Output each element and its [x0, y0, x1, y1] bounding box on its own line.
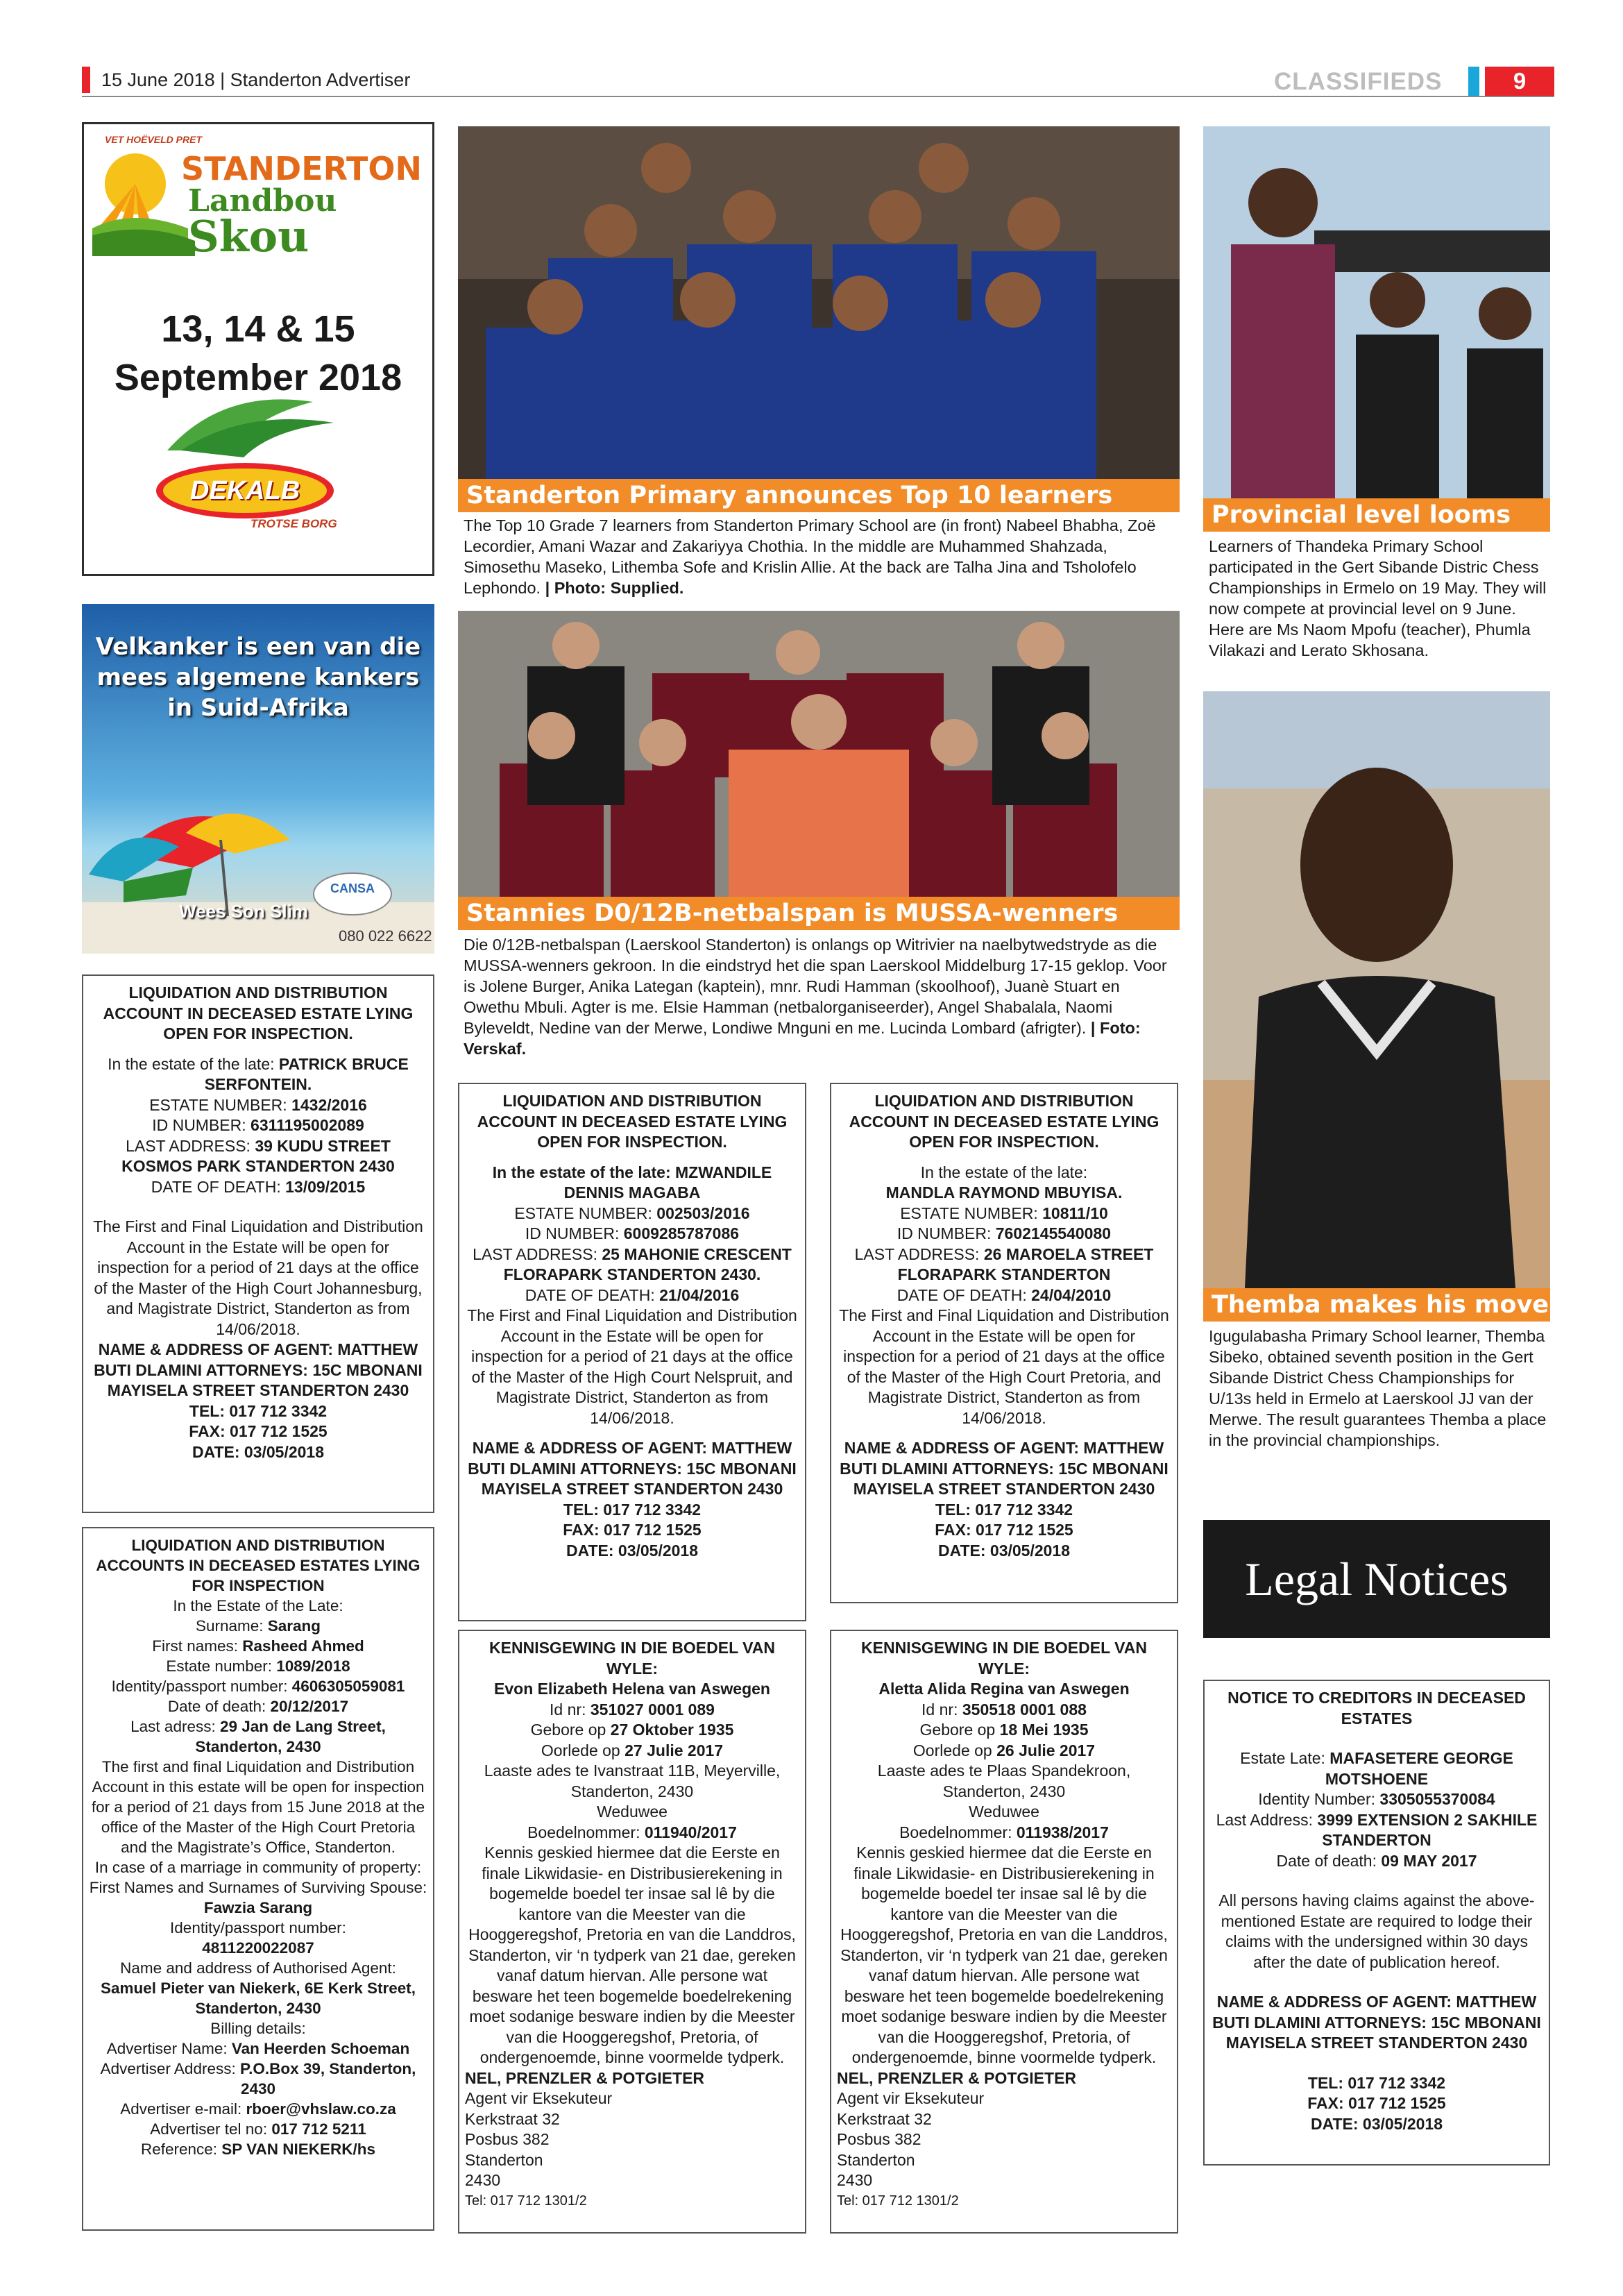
notice-value: 26 Julie 2017 [996, 1741, 1096, 1759]
notice-id-number [465, 1224, 799, 1244]
notice-born [465, 1720, 799, 1741]
notice-name: Evon Elizabeth Helena van Aswegen [494, 1680, 770, 1698]
notice-tel: Tel: 017 712 1301/2 [837, 2193, 959, 2209]
notice-addr-line: Posbus 382 [837, 2130, 921, 2148]
notice-title: LIQUIDATION AND DISTRIBUTION ACCOUNT IN DECEASED ESTATE LYING OPEN FOR INSPECTION. [849, 1092, 1159, 1151]
legal-notices-header: Legal Notices [1203, 1520, 1550, 1638]
notice-addr-line: Agent vir Eksekuteur [465, 2089, 613, 2107]
notice-value: 6009285787086 [623, 1224, 740, 1242]
story-provincial-title: Provincial level looms [1203, 498, 1550, 532]
notice-label: DATE OF DEATH: [897, 1285, 1032, 1304]
story-themba-caption: Igugulabasha Primary School learner, Themba Sibeko, obtained seventh position in the Gert Sibande District Chess Championships for U/13s held in Ermelo at Laerskool JJ van der Merwe. The result guarantees Themba a place in the provincial championships. [1209, 1327, 1547, 1449]
notice-label: Oorlede op [912, 1741, 997, 1759]
notice-firm: NEL, PRENZLER & POTGIETER [837, 2068, 1077, 2087]
show-name-2: Landbou [188, 183, 337, 219]
notice-label: Oorlede op [541, 1741, 625, 1759]
notice-label: Boedelnommer: [527, 1823, 645, 1841]
notice-estate [89, 1054, 427, 1095]
notice-date: DATE: 03/05/2018 [566, 1541, 699, 1560]
photo-provincial-image [1203, 126, 1550, 498]
notice-label: ID NUMBER: [152, 1116, 251, 1134]
notice-addr-line: 2430 [465, 2171, 501, 2189]
notice-body: Kennis geskied hiermee dat die Eerste en finale Likwidasie- en Distribusierekening in bogemelde boedel ter insae sal lê by die kantore van die Meester van die Hooggeregshof, Pretoria en van die Landdros, Standerton, vir ‘n tydperk van 21 dae, gereken vanaf datum hiervan. Alle persone wat besware het teen bogemelde boedelrekening moet sodanige besware indien by die Meester van die Hooggeregshof, Pretoria, of ondergenoemde, binne voormelde tydperk. [468, 1843, 796, 2066]
notice-addr-line: Kerkstraat 32 [837, 2109, 932, 2128]
cansa-logo: CANSA [330, 881, 375, 895]
notice-addr-line: Agent vir Eksekuteur [837, 2089, 985, 2107]
notice-title: NOTICE TO CREDITORS IN DECEASED ESTATES [1227, 1689, 1526, 1728]
notice-label: Date of death: [167, 1698, 271, 1715]
photo-provincial [1203, 126, 1550, 498]
notice-status: Weduwee [597, 1803, 668, 1821]
story-primary-title: Standerton Primary announces Top 10 learners [458, 479, 1180, 512]
notice-died [465, 1741, 799, 1762]
notice-label: In the estate of the late: [108, 1054, 279, 1073]
notice-addr-line: Posbus 382 [465, 2130, 550, 2148]
notice-fax: FAX: 017 712 1525 [563, 1521, 702, 1539]
notice-label: Id nr: [550, 1700, 590, 1719]
notice-addr-line: Standerton [465, 2150, 543, 2169]
notice-label: Surname: [195, 1617, 268, 1635]
header-section: CLASSIFIEDS [1274, 68, 1443, 95]
show-advert [82, 122, 434, 576]
photo-themba-image [1203, 691, 1550, 1288]
notice-label: First Names and Surnames of Surviving Spouse: [89, 1879, 427, 1896]
notice-address: Laaste ades te Ivanstraat 11B, Meyerville, Standerton, 2430 [484, 1762, 781, 1800]
notice-label: Date of death: [1276, 1851, 1382, 1870]
notice-billing: Billing details: [210, 2020, 306, 2037]
story-netbal-text: Die 0/12B-netbalspan (Laerskool Standerton) is onlangs op Witrivier na naelbytwedstryde as die MUSSA-wenners gekroon. In die eindstryd het die span Laerskool Middelburg 17-15 geklop. Voor is Jolene Burger, Anika Lategan (kaptein), mnr. Rudi Hamman (skoolhoof), Juanè Stuart en Owethu Mbuli. Agter is me. Elsie Hamman (netbalorganiseerder), Angel Shabalala, Naomi Byleveldt, Nedine van der Merwe, Londiwe Mnguni en me. Lucinda Lombard (afrigter). [464, 936, 1167, 1037]
notice-date-of-death [465, 1285, 799, 1306]
notice-marriage: In case of a marriage in community of property: [94, 1859, 422, 1876]
notice-tel: TEL: 017 712 3342 [189, 1401, 328, 1420]
notice-fax: FAX: 017 712 1525 [189, 1422, 328, 1440]
notice-value: Sarang [267, 1617, 321, 1635]
notice-value: 13/09/2015 [285, 1177, 366, 1196]
notice-firm: NEL, PRENZLER & POTGIETER [465, 2068, 705, 2087]
notice-title: LIQUIDATION AND DISTRIBUTION ACCOUNT IN DECEASED ESTATE LYING OPEN FOR INSPECTION. [103, 984, 414, 1043]
notice-title: KENNISGEWING IN DIE BOEDEL VAN WYLE: [489, 1639, 775, 1678]
notice-fax: FAX: 017 712 1525 [1307, 2094, 1446, 2112]
notice-value: 24/04/2010 [1031, 1285, 1112, 1304]
notice-label: ID NUMBER: [525, 1224, 624, 1242]
notice-addr-line: Kerkstraat 32 [465, 2109, 560, 2128]
notice-id-number [89, 1676, 427, 1696]
header-rule [82, 96, 1554, 97]
notice-fax: FAX: 017 712 1525 [935, 1521, 1073, 1539]
notice-name: Aletta Alida Regina van Aswegen [878, 1680, 1130, 1698]
notice-date-of-death [89, 1177, 427, 1198]
notice-date: DATE: 03/05/2018 [192, 1442, 325, 1461]
header-section-marker [1468, 67, 1479, 96]
notice-value: 18 Mei 1935 [999, 1721, 1089, 1739]
cansa-advert [82, 604, 434, 954]
photo-netbal-team-image [458, 611, 1180, 897]
notice-title: KENNISGEWING IN DIE BOEDEL VAN WYLE: [861, 1639, 1147, 1678]
notice-evon-van-aswegen [458, 1630, 806, 2234]
notice-spouse-id-label: Identity/passport number: [170, 1919, 346, 1936]
photo-themba [1203, 691, 1550, 1288]
notice-estate-number [465, 1204, 799, 1224]
notice-id-number [465, 1700, 799, 1721]
notice-advertiser-tel [89, 2119, 427, 2139]
notice-value: Fawzia Sarang [203, 1899, 313, 1916]
notice-advertiser-name [89, 2038, 427, 2059]
story-primary-credit: | Photo: Supplied. [545, 579, 684, 597]
notice-value: 27 Oktober 1935 [610, 1721, 734, 1739]
notice-tel: TEL: 017 712 3342 [1307, 2073, 1446, 2092]
notice-label: ESTATE NUMBER: [900, 1204, 1043, 1222]
notice-title: LIQUIDATION AND DISTRIBUTION ACCOUNTS IN DECEASED ESTATES LYING FOR INSPECTION [96, 1537, 420, 1594]
notice-label: Advertiser e-mail: [120, 2100, 246, 2118]
notice-value: 20/12/2017 [270, 1698, 349, 1715]
notice-date-of-death [89, 1696, 427, 1716]
notice-date-of-death [837, 1285, 1171, 1306]
story-themba-title: Themba makes his move [1203, 1288, 1550, 1322]
photo-netbal-team [458, 611, 1180, 897]
notice-agent: NAME & ADDRESS OF AGENT: MATTHEW BUTI DLAMINI ATTORNEYS: 15C MBONANI MAYISELA STREET STANDERTON 2430 [468, 1439, 797, 1498]
photo-top-10-learners-image [458, 126, 1180, 479]
cansa-headline: Velkanker is een van die mees algemene kankers in Suid-Afrika [95, 633, 421, 722]
notice-value: rboer@vhslaw.co.za [246, 2100, 396, 2118]
show-name-3: Skou [188, 211, 309, 262]
notice-estate-number [89, 1656, 427, 1676]
notice-status: Weduwee [969, 1803, 1039, 1821]
cansa-phone: 080 022 6622 [339, 927, 432, 945]
notice-mbuyisa [830, 1083, 1178, 1603]
show-dates [84, 305, 432, 402]
notice-label: Boedelnommer: [899, 1823, 1017, 1841]
notice-value: 4606305059081 [291, 1678, 405, 1695]
notice-value: 3305055370084 [1379, 1790, 1495, 1808]
notice-label: DATE OF DEATH: [151, 1177, 286, 1196]
notice-id-number [89, 1115, 427, 1136]
notice-address [1210, 1810, 1543, 1851]
notice-estate-number [89, 1095, 427, 1116]
cansa-slogan: Wees Son Slim [179, 901, 308, 922]
notice-label: Gebore op [530, 1721, 611, 1739]
notice-value: 1089/2018 [276, 1657, 350, 1675]
notice-address: Laaste ades te Plaas Spandekroon, Standerton, 2430 [877, 1762, 1131, 1800]
notice-spouse-id: 4811220022087 [202, 1939, 314, 1957]
notice-label: Advertiser Address: [100, 2060, 240, 2077]
photo-top-10-learners [458, 126, 1180, 479]
notice-estate-label: In the estate of the late: [920, 1163, 1088, 1181]
notice-value: 002503/2016 [656, 1204, 750, 1222]
notice-label: ESTATE NUMBER: [149, 1095, 292, 1114]
notice-date: DATE: 03/05/2018 [1310, 2114, 1443, 2133]
notice-motshoene [1203, 1680, 1550, 2166]
notice-value: 011940/2017 [644, 1823, 737, 1841]
notice-address [89, 1136, 427, 1177]
story-primary-text: The Top 10 Grade 7 learners from Standerton Primary School are (in front) Nabeel Bhabha, Zoë Lecordier, Amani Wazar and Zakariyya Chothia. In the middle are Muhammed Shahzada, Simosethu Maseko, Lithemba Sofe and Krislin Allie. At the back are Talha Jina and Tsholofelo Lephondo. [464, 516, 1156, 597]
story-netbal-credit: | Foto: Verskaf. [464, 1019, 1141, 1058]
header-accent-bar [82, 67, 90, 93]
notice-label: Estate Late: [1240, 1749, 1330, 1767]
notice-address [837, 1244, 1171, 1285]
notice-sarang [82, 1527, 434, 2231]
notice-value: 011938/2017 [1016, 1823, 1109, 1841]
notice-label: LAST ADDRESS: [126, 1136, 255, 1155]
notice-estate-number [465, 1823, 799, 1843]
notice-advertiser-address [89, 2059, 427, 2099]
notice-value: 6311195002089 [250, 1116, 364, 1134]
notice-label: Last Address: [1216, 1810, 1318, 1829]
notice-value: P.O.Box 39, Standerton, 2430 [239, 2060, 416, 2097]
notice-first-names [89, 1636, 427, 1656]
notice-date: DATE: 03/05/2018 [937, 1541, 1071, 1560]
page-number: 9 [1485, 67, 1554, 96]
notice-value: Rasheed Ahmed [242, 1637, 364, 1655]
notice-label: DATE OF DEATH: [525, 1285, 660, 1304]
notice-label: ESTATE NUMBER: [514, 1204, 657, 1222]
show-brand-top: VET HOËVELD PRET [105, 134, 203, 145]
notice-value: PATRICK BRUCE SERFONTEIN. [204, 1054, 409, 1093]
notice-agent: Samuel Pieter van Niekerk, 6E Kerk Street, Standerton, 2430 [101, 1980, 416, 2017]
notice-address [89, 1716, 427, 1757]
notice-label: Advertiser tel no: [150, 2120, 272, 2138]
notice-agent: NAME & ADDRESS OF AGENT: MATTHEW BUTI DLAMINI ATTORNEYS: 15C MBONANI MAYISELA STREET STANDERTON 2430 [1212, 1993, 1541, 2052]
notice-address [465, 1244, 799, 1285]
notice-value: Van Heerden Schoeman [231, 2040, 410, 2057]
notice-body: Kennis geskied hiermee dat die Eerste en finale Likwidasie- en Distribusierekening in bogemelde boedel ter insae sal lê by die kantore van die Meester van die Hooggeregshof, Pretoria en van die Landdros, Standerton, vir ‘n tydperk van 21 dae, gereken vanaf datum hiervan. Alle persone wat besware het teen bogemelde boedelrekening moet sodanige besware indien by die Meester van die Hooggeregshof, Pretoria, of ondergenoemde, binne voormelde tydperk. [840, 1843, 1168, 2066]
show-name-1: STANDERTON [181, 150, 422, 187]
notice-value: 351027 0001 089 [590, 1700, 715, 1719]
notice-label: LAST ADDRESS: [854, 1244, 984, 1263]
notice-advertiser-email [89, 2099, 427, 2119]
notice-label: ID NUMBER: [897, 1224, 996, 1242]
notice-label: Last adress: [130, 1718, 220, 1735]
story-netbal-caption [464, 934, 1178, 1059]
notice-body: The First and Final Liquidation and Distribution Account in the Estate will be open for inspection for a period of 21 days at the office of the Master of the High Court Johannesburg, and Magistrate District, Standerton as from 14/06/2018. [93, 1217, 423, 1338]
notice-died [837, 1741, 1171, 1762]
notice-estate-number [837, 1204, 1171, 1224]
notice-value: 26 MAROELA STREET FLORAPARK STANDERTON [897, 1244, 1154, 1283]
notice-value: 21/04/2016 [659, 1285, 740, 1304]
notice-label: LAST ADDRESS: [473, 1244, 602, 1263]
notice-value: 29 Jan de Lang Street, Standerton, 2430 [195, 1718, 386, 1755]
notice-value: 017 712 5211 [271, 2120, 366, 2138]
notice-value: 10811/10 [1042, 1204, 1108, 1222]
notice-magaba [458, 1083, 806, 1621]
notice-date-of-death [1210, 1851, 1543, 1872]
notice-id-number [837, 1224, 1171, 1244]
notice-label: Identity Number: [1258, 1790, 1380, 1808]
notice-agent-label: Name and address of Authorised Agent: [120, 1959, 396, 1977]
notice-value: SP VAN NIEKERK/hs [221, 2141, 376, 2158]
notice-value: 39 KUDU STREET KOSMOS PARK STANDERTON 2430 [121, 1136, 395, 1175]
notice-agent: NAME & ADDRESS OF AGENT: MATTHEW BUTI DLAMINI ATTORNEYS: 15C MBONANI MAYISELA STREET STANDERTON 2430 [94, 1340, 423, 1399]
notice-value: 27 Julie 2017 [624, 1741, 724, 1759]
story-netbal-title: Stannies D0/12B-netbalspan is MUSSA-wenners [458, 897, 1180, 930]
show-dates-line-2: September 2018 [114, 357, 402, 398]
notice-value: 25 MAHONIE CRESCENT FLORAPARK STANDERTON 2430. [503, 1244, 792, 1283]
notice-value: 1432/2016 [291, 1095, 367, 1114]
sponsor-logo: DEKALB [189, 476, 300, 505]
show-dates-line-1: 13, 14 & 15 [161, 308, 355, 350]
notice-body: The First and Final Liquidation and Distribution Account in the Estate will be open for inspection for a period of 21 days at the office of the Master of the High Court Nelspruit, and Magistrate District, Standerton as from 14/06/2018. [467, 1306, 797, 1427]
notice-value: 09 MAY 2017 [1381, 1851, 1477, 1870]
notice-agent: NAME & ADDRESS OF AGENT: MATTHEW BUTI DLAMINI ATTORNEYS: 15C MBONANI MAYISELA STREET STANDERTON 2430 [840, 1439, 1169, 1498]
notice-label: Advertiser Name: [106, 2040, 232, 2057]
header-date-paper: 15 June 2018 | Standerton Advertiser [101, 69, 411, 90]
notice-estate: MANDLA RAYMOND MBUYISA. [885, 1183, 1123, 1201]
notice-tel: TEL: 017 712 3342 [563, 1500, 702, 1519]
notice-label: Gebore op [919, 1721, 1000, 1739]
story-provincial-caption: Learners of Thandeka Primary School participated in the Gert Sibande Distric Chess Championships in Ermelo on 19 May. They will now compete at provincial level on 9 June. Here are Ms Naom Mpofu (teacher), Phumla Vilakazi and Lerato Skhosana. [1209, 537, 1547, 659]
sponsor-sub: TROTSE BORG [250, 517, 337, 530]
notice-tel: TEL: 017 712 3342 [935, 1500, 1073, 1519]
notice-estate-number [837, 1823, 1171, 1843]
notice-label: Id nr: [921, 1700, 962, 1719]
notice-born [837, 1720, 1171, 1741]
notice-label: Identity/passport number: [111, 1678, 292, 1695]
notice-value: MAFASETERE GEORGE MOTSHOENE [1325, 1749, 1513, 1788]
notice-spouse [89, 1877, 427, 1918]
notice-aletta-van-aswegen [830, 1630, 1178, 2234]
notice-title: LIQUIDATION AND DISTRIBUTION ACCOUNT IN DECEASED ESTATE LYING OPEN FOR INSPECTION. [477, 1092, 788, 1151]
notice-reference [89, 2139, 427, 2159]
notice-body: The First and Final Liquidation and Distribution Account in the Estate will be open for inspection for a period of 21 days at the office of the Master of the High Court Pretoria, and Magistrate District, Standerton as from 14/06/2018. [839, 1306, 1169, 1427]
notice-id-number [1210, 1789, 1543, 1810]
notice-estate [1210, 1748, 1543, 1789]
notice-intro: In the Estate of the Late: [173, 1597, 343, 1614]
notice-label: Estate number: [166, 1657, 277, 1675]
story-primary-caption [464, 515, 1178, 598]
notice-value: 7602145540080 [995, 1224, 1112, 1242]
notice-tel: Tel: 017 712 1301/2 [465, 2193, 587, 2209]
notice-value: 3999 EXTENSION 2 SAKHILE STANDERTON [1317, 1810, 1538, 1849]
notice-addr-line: 2430 [837, 2171, 873, 2189]
notice-estate: In the estate of the late: MZWANDILE DENNIS MAGABA [492, 1163, 772, 1201]
notice-label: First names: [152, 1637, 243, 1655]
notice-addr-line: Standerton [837, 2150, 915, 2169]
notice-value: 350518 0001 088 [962, 1700, 1087, 1719]
notice-body: All persons having claims against the above-mentioned Estate are required to lodge their claims with the undersigned within 30 days after the date of publication hereof. [1218, 1891, 1535, 1971]
notice-surname [89, 1616, 427, 1636]
notice-body: The first and final Liquidation and Distribution Account in this estate will be open for inspection for a period of 21 days from 15 June 2018 at the office of the Master of the High Court Pretoria and the Magistrate’s Office, Standerton. [91, 1758, 425, 1856]
notice-serfontein [82, 974, 434, 1513]
notice-label: Reference: [140, 2141, 222, 2158]
notice-id-number [837, 1700, 1171, 1721]
